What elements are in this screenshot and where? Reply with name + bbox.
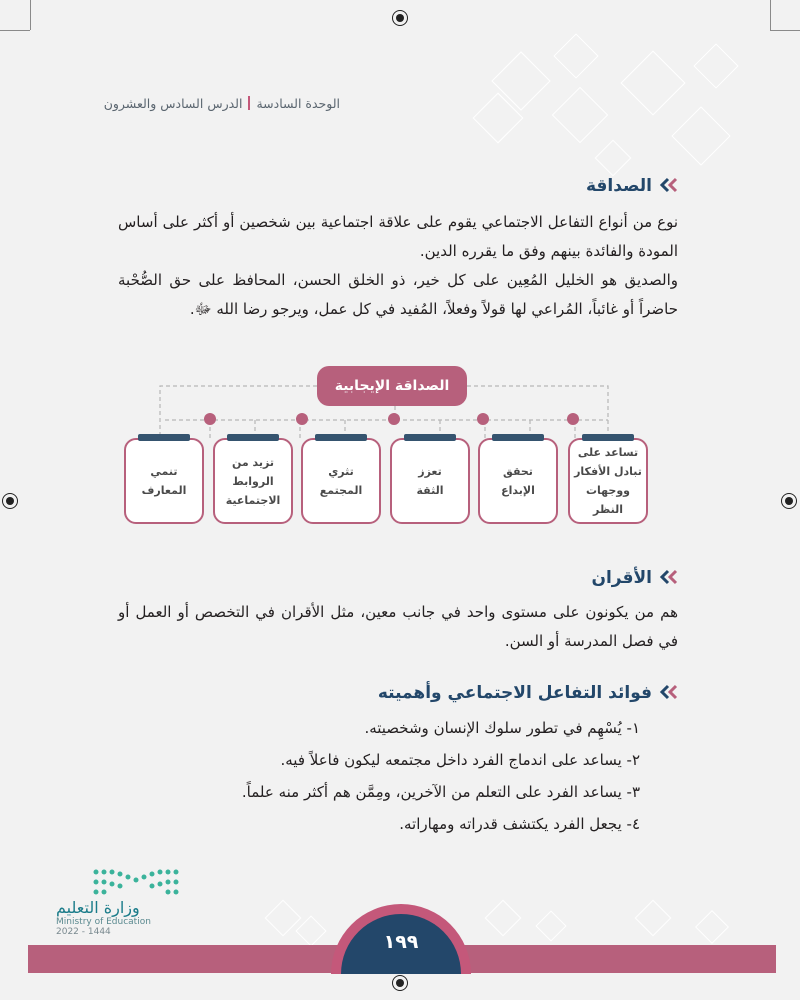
page-number: ١٩٩ bbox=[383, 931, 419, 953]
connector-dot bbox=[567, 413, 579, 425]
diagram-title: الصداقة الإيجابية bbox=[334, 378, 450, 394]
section-title-friendship bbox=[586, 176, 680, 196]
decorative-square bbox=[485, 900, 522, 937]
card-label: تحقق الإبداع bbox=[501, 465, 535, 497]
unit-label: الوحدة السادسة bbox=[256, 96, 340, 111]
diagram-card bbox=[568, 438, 648, 524]
decorative-square bbox=[695, 910, 729, 944]
connector-dot bbox=[204, 413, 216, 425]
card-label: تساعد على تبادل الأفكار ووجهات النظر bbox=[574, 446, 642, 516]
card-tab bbox=[404, 434, 456, 441]
decorative-square bbox=[295, 915, 326, 946]
peers-title: الأقران bbox=[591, 568, 652, 588]
benefits-title: فوائد التفاعل الاجتماعي وأهميته bbox=[377, 683, 652, 703]
peers-paragraph: هم من يكونون على مستوى واحد في جانب معين، مثل الأقران في التخصص أو العمل أو في فصل المدرسة أو السن. bbox=[118, 603, 678, 650]
ministry-name-en: Ministry of Education bbox=[56, 917, 151, 927]
decorative-square bbox=[595, 140, 632, 177]
crop-mark bbox=[770, 0, 771, 30]
decorative-square bbox=[553, 33, 598, 78]
decorative-square bbox=[620, 50, 685, 115]
card-tab bbox=[582, 434, 634, 441]
registration-mark-icon bbox=[2, 493, 18, 509]
card-label: تنمي المعارف bbox=[141, 465, 187, 497]
double-chevron-icon bbox=[658, 684, 680, 700]
decorative-square bbox=[693, 43, 738, 88]
section-title-peers bbox=[591, 568, 680, 588]
ministry-dots-icon bbox=[92, 866, 182, 896]
card-tab bbox=[315, 434, 367, 441]
page-header bbox=[104, 96, 340, 111]
friendship-text bbox=[118, 208, 678, 324]
friendship-paragraph-1: نوع من أنواع التفاعل الاجتماعي يقوم على علاقة اجتماعية بين شخصين أو أكثر على أساس المودة والفائدة بينهم وفق ما يقرره الدين. bbox=[118, 213, 678, 260]
decorative-square bbox=[635, 900, 672, 937]
diagram-title-pill bbox=[317, 366, 467, 406]
card-tab bbox=[492, 434, 544, 441]
edition-year: 2022 - 1444 bbox=[56, 927, 111, 937]
decorative-square bbox=[552, 87, 609, 144]
friendship-paragraph-2: والصديق هو الخليل المُعِين على كل خير، ذو الخلق الحسن، المحافظ على حق الصُّحْبة حاضراً أو غائباً، المُراعي لها قولاً وفعلاً، المُفيد في كل عمل، ويرجو رضا الله ﷻ. bbox=[118, 271, 678, 318]
header-divider bbox=[248, 96, 250, 110]
card-label: تزيد من الروابط الاجتماعية bbox=[225, 455, 281, 507]
list-item: ٤- يجعل الفرد يكتشف قدراته ومهاراته. bbox=[399, 815, 640, 833]
registration-mark-icon bbox=[392, 975, 408, 991]
connector-dot bbox=[477, 413, 489, 425]
decorative-square bbox=[535, 910, 566, 941]
registration-mark-icon bbox=[781, 493, 797, 509]
registration-mark-icon bbox=[392, 10, 408, 26]
connector-dot bbox=[296, 413, 308, 425]
double-chevron-icon bbox=[658, 569, 680, 585]
friendship-title: الصداقة bbox=[585, 176, 652, 196]
benefits-list bbox=[242, 712, 640, 840]
diagram-card bbox=[301, 438, 381, 524]
ministry-name-ar: وزارة التعليم bbox=[56, 898, 140, 917]
peers-text bbox=[118, 598, 678, 656]
page-number-badge bbox=[331, 904, 471, 974]
diagram-card bbox=[478, 438, 558, 524]
lesson-label: الدرس السادس والعشرون bbox=[103, 96, 243, 111]
card-tab bbox=[227, 434, 279, 441]
diagram-card bbox=[390, 438, 470, 524]
crop-mark bbox=[30, 0, 31, 30]
card-tab bbox=[138, 434, 190, 441]
crop-mark bbox=[0, 30, 30, 31]
page-number-inner bbox=[341, 914, 461, 974]
list-item: ١- يُسْهِم في تطور سلوك الإنسان وشخصيته. bbox=[364, 719, 640, 737]
card-label: تثري المجتمع bbox=[319, 465, 363, 497]
decorative-square bbox=[671, 106, 730, 165]
connector-dot bbox=[388, 413, 400, 425]
section-title-benefits bbox=[378, 683, 680, 703]
diagram-card bbox=[213, 438, 293, 524]
ministry-logo bbox=[56, 866, 186, 937]
crop-mark bbox=[770, 30, 800, 31]
diagram-card bbox=[124, 438, 204, 524]
card-label: تعزز الثقة bbox=[416, 465, 444, 497]
list-item: ٢- يساعد على اندماج الفرد داخل مجتمعه ليكون فاعلاً فيه. bbox=[280, 751, 640, 769]
list-item: ٣- يساعد الفرد على التعلم من الآخرين، ومِمَّن هم أكثر منه علماً. bbox=[241, 783, 640, 801]
double-chevron-icon bbox=[658, 177, 680, 193]
